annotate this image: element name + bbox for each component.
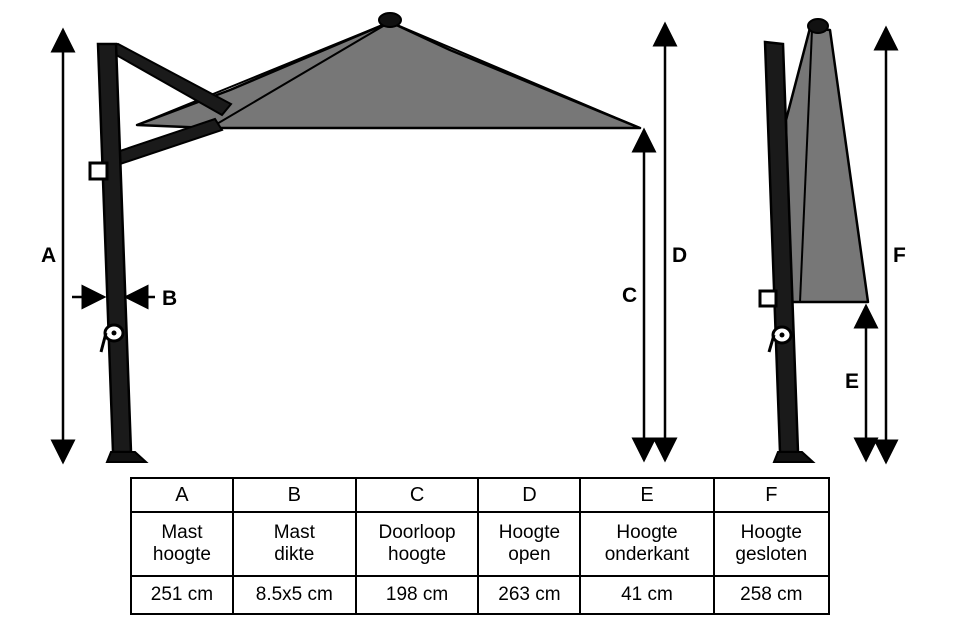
dimension-label-d: D bbox=[672, 244, 688, 267]
canopy-closed bbox=[786, 28, 868, 302]
table-cell-name-f-line1: Hoogte bbox=[740, 522, 802, 544]
open-parasol-view bbox=[41, 13, 687, 462]
table-cell-value-b: 8.5x5 cm bbox=[233, 576, 356, 614]
table-cell-name-d-line2: open bbox=[508, 544, 551, 565]
table-cell-name-f-line2: gesloten bbox=[735, 544, 808, 565]
table-cell-name-e-line1: Hoogte bbox=[616, 522, 678, 544]
table-cell-value-a: 251 cm bbox=[131, 576, 233, 614]
dimension-label-c: C bbox=[622, 284, 638, 307]
table-cell-name-e bbox=[580, 512, 713, 576]
canopy-finial bbox=[379, 13, 401, 27]
table-row-letters bbox=[131, 478, 829, 512]
table-cell-name-a-line1: Mast bbox=[161, 522, 203, 544]
table-cell-name-a bbox=[131, 512, 233, 576]
table-cell-name-b-line2: dikte bbox=[274, 544, 315, 565]
table-cell-name-c bbox=[356, 512, 479, 576]
dimension-label-b: B bbox=[162, 287, 178, 310]
table-cell-value-e: 41 cm bbox=[580, 576, 713, 614]
dimension-label-e: E bbox=[845, 370, 860, 393]
mast-base-closed bbox=[774, 452, 813, 462]
mast-bracket-open bbox=[90, 163, 107, 179]
mast-open bbox=[98, 44, 131, 452]
table-row-names bbox=[131, 512, 829, 576]
support-arm bbox=[104, 44, 231, 115]
closed-parasol-view bbox=[760, 19, 906, 462]
table-cell-value-c: 198 cm bbox=[356, 576, 479, 614]
table-cell-name-b bbox=[233, 512, 356, 576]
canopy-finial-closed bbox=[808, 19, 828, 33]
table-cell-value-f: 258 cm bbox=[714, 576, 829, 614]
table-cell-letter-f: F bbox=[714, 478, 829, 512]
table-cell-name-c-line1: Doorloop bbox=[378, 522, 456, 544]
table-cell-name-c-line2: hoogte bbox=[388, 544, 447, 565]
specification-table bbox=[130, 477, 830, 615]
table-cell-name-a-line2: hoogte bbox=[152, 544, 212, 565]
table-cell-value-d: 263 cm bbox=[478, 576, 580, 614]
table-cell-name-b-line1: Mast bbox=[273, 522, 315, 544]
table-cell-letter-b: B bbox=[233, 478, 356, 512]
canopy-open bbox=[137, 22, 640, 128]
mast-bracket-closed bbox=[760, 291, 776, 306]
table-cell-letter-d: D bbox=[478, 478, 580, 512]
dimension-label-a: A bbox=[41, 244, 57, 267]
table-cell-name-f bbox=[714, 512, 829, 576]
table-cell-name-e-line2: onderkant bbox=[604, 544, 690, 565]
table-cell-letter-a: A bbox=[131, 478, 233, 512]
table-cell-letter-e: E bbox=[580, 478, 713, 512]
table-cell-name-d-line1: Hoogte bbox=[498, 522, 561, 544]
table-cell-name-d bbox=[478, 512, 580, 576]
mast-base-open bbox=[107, 452, 146, 462]
table-cell-letter-c: C bbox=[356, 478, 479, 512]
table-row-values bbox=[131, 576, 829, 614]
dimension-label-f: F bbox=[893, 244, 906, 267]
